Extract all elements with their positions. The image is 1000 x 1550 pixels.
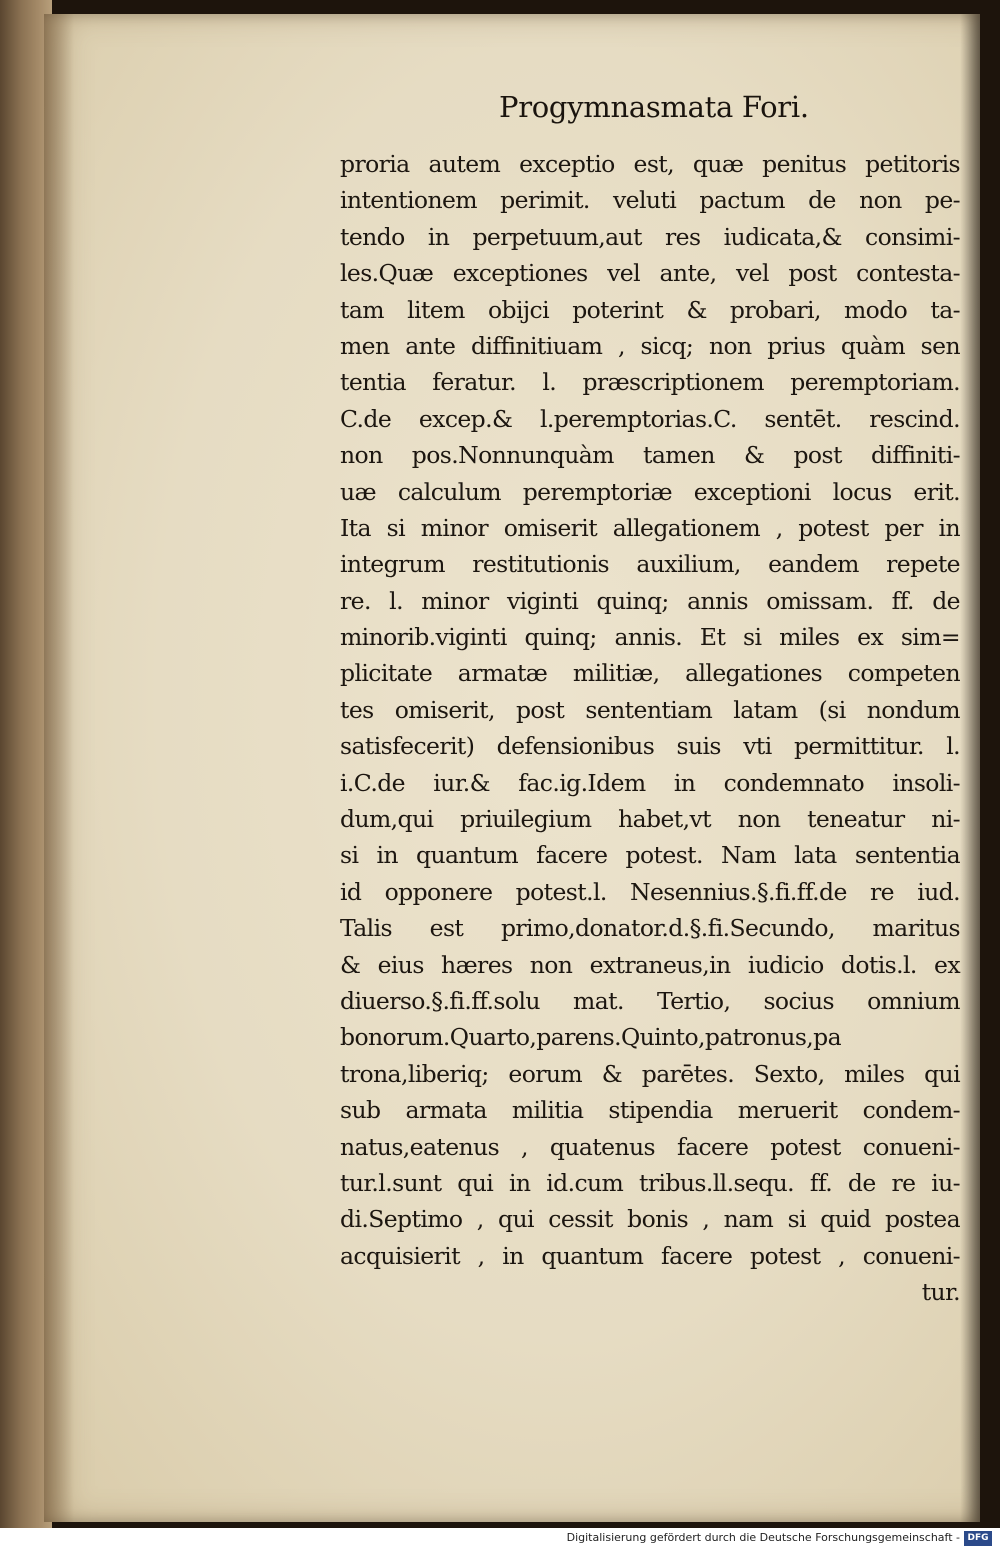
text-line: di.Septimo , qui cessit bonis , nam si quid postea [340,1205,960,1234]
text-line: minorib.viginti quinq; annis. Et si miles ex sim= [340,623,960,652]
text-line: tur.l.sunt qui in id.cum tribus.ll.sequ. ff. de re iu- [340,1168,960,1197]
digitization-footer [0,1528,1000,1550]
text-line: re. l. minor viginti quinq; annis omissam. ff. de [340,586,960,615]
text-block [340,146,960,1311]
text-line: C.de excep.& l.peremptorias.C. sentēt. rescind. [340,404,960,433]
text-line: Ita si minor omiserit allegationem , potest per in [340,513,960,542]
text-line: men ante diffinitiuam , sicq; non prius quàm sen [340,331,960,360]
text-line: si in quantum facere potest. Nam lata sententia [340,841,960,870]
text-line: i.C.de iur.& fac.ig.Idem in condemnato insoli- [340,768,960,797]
text-line: tes omiserit, post sententiam latam (si nondum [340,695,960,724]
text-line: bonorum.Quarto,parens.Quinto,patronus,pa [340,1023,842,1052]
text-line: natus,eatenus , quatenus facere potest conueni- [340,1132,960,1161]
spine-shadow [44,14,74,1522]
text-line: & eius hæres non extraneus,in iudicio dotis.l. ex [340,950,960,979]
text-line: integrum restitutionis auxilium, eandem repete [340,550,960,579]
text-line: Talis est primo,donator.d.§.fi.Secundo, maritus [340,914,960,943]
text-line: plicitate armatæ militiæ, allegationes competen [340,659,960,688]
text-line: satisfecerit) defensionibus suis vti permittitur. l. [340,732,960,761]
text-line: acquisierit , in quantum facere potest , conueni- [340,1241,960,1270]
running-head: Progymnasmata Fori. [499,90,809,124]
text-line: sub armata militia stipendia meruerit condem- [340,1096,960,1125]
text-line: tentia feratur. l. præscriptionem peremptoriam. [340,368,960,397]
text-line: tendo in perpetuum,aut res iudicata,& consimi- [340,222,960,251]
text-line: les.Quæ exceptiones vel ante, vel post contesta- [340,259,960,288]
text-line: non pos.Nonnunquàm tamen & post diffiniti- [340,441,960,470]
text-line: tam litem obijci poterint & probari, modo ta- [340,295,960,324]
text-line: id opponere potest.l. Nesennius.§.fi.ff.de re iud. [340,877,960,906]
text-line: intentionem perimit. veluti pactum de non pe- [340,186,960,215]
text-line: uæ calculum peremptoriæ exceptioni locus erit. [340,477,960,506]
catchword: tur. [921,1278,960,1307]
dfg-logo: DFG [964,1531,992,1546]
text-line: proria autem exceptio est, quæ penitus petitoris [340,150,960,178]
text-line: dum,qui priuilegium habet,vt non teneatur ni- [340,805,960,834]
book-page [44,14,980,1522]
funding-credit: Digitalisierung gefördert durch die Deutsche Forschungsgemeinschaft - [566,1531,960,1544]
page-edge-shadow [960,14,980,1522]
text-line: diuerso.§.fi.ff.solu mat. Tertio, socius omnium [340,986,960,1015]
text-line: trona,liberiq; eorum & parētes. Sexto, miles qui [340,1059,960,1088]
